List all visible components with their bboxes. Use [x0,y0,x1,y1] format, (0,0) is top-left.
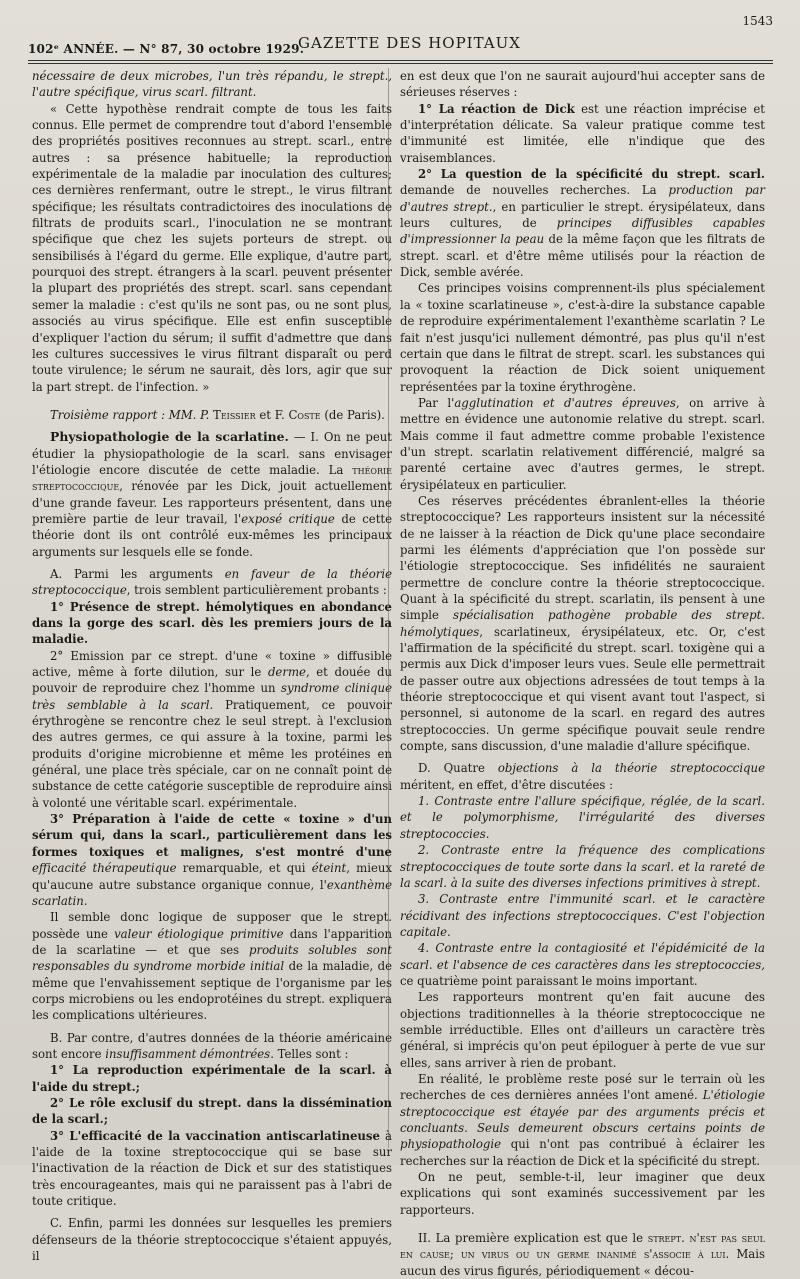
header-rule [28,60,773,61]
issue-line: 102ᵉ ANNÉE. — N° 87, 30 octobre 1929. [28,42,305,56]
text-span: D. Quatre [418,761,498,776]
list-item: 1° Présence de strept. hémolytiques en abondance dans la gorge des scarl. dès les premiers jours de la maladie. [32,599,392,647]
paragraph: Ces principes voisins comprennent-ils plus spécialement la « toxine scarlatineuse », c'est-à-dire la substance capable de reproduire expérimentalement l'exanthème scarlatin ? Le fait n'est jusqu'ici nullement démontré, pas plus qu'il n'est certain que dans le filtrat de strept. scarl. les substances qui provoquent la réaction de Dick soient uniquement représentées par la toxine érythrogène. [400,281,765,394]
text-span: , et douée du pouvoir de reproduire chez l'homme un [32,665,392,696]
text-span: de la maladie, de même que l'envahissement septique de l'organisme par les corps microbiens ou les endoprotéines du strept. expliquera les complications ultérieures. [32,959,392,1023]
text-span: Il semble donc logique de supposer que le strept. possède une [32,910,392,941]
journal-title: GAZETTE DES HOPITAUX [298,34,521,52]
text-span: , scarlatineux, érysipélateux, etc. Or, c'est l'affirmation de la spécificité du strept. scarl. toxigène qui a permis aux Dick d'imposer leurs vues. Seule elle permettrait de passer outre aux objections adressées de tout temps à la théorie streptococcique et qui visent avant tout l'aspect, si personnel, si autonome de la scarl. en regard des autres streptococcies. Un germe spécifique pouvait seule rendre compte, sans discussion, d'une maladie d'allure spécifique. [400,624,765,754]
text-span: dans l'apparition de la scarlatine — et que ses [32,926,392,957]
list-item [400,166,765,280]
text-span: en faveur de la théorie streptococcique [32,566,392,598]
text-span: insuffisamment démontrées [105,1046,271,1061]
list-item: 2. Contraste entre la fréquence des complications streptococciques de toute sorte dans la scarl. et la rareté de la scarl. à la suite des diverses infections primitives à strept. [400,843,765,890]
paragraph [400,760,765,793]
text-span: produits solubles sont responsables du syndrome morbide initial [32,942,392,974]
text-span: à l'aide de la toxine streptococcique qui se base sur l'inactivation de la réaction de Dick et sur des statistiques très encourageantes, mais qui ne paraissent pas à l'abri de toute critique. [32,1128,392,1209]
text-span: agglutination et d'autres épreuves [454,395,676,410]
author-name: Teissier [213,407,256,422]
text-span: spécialisation pathogène probable des strept. hémolytiques [400,608,765,639]
paragraph [400,493,765,755]
text-span: , en particulier le strept. érysipélateux, dans leurs cultures, de [400,199,765,231]
paragraph [32,566,392,599]
text-span: 1° La réaction de Dick [418,101,575,116]
paragraph [32,1030,392,1063]
text-span: objections à la théorie streptococcique [497,761,765,776]
paragraph: en est deux que l'on ne saurait aujourd'hui accepter sans de sérieuses réserves : [400,69,765,100]
list-item: 1° La reproduction expérimentale de la scarl. à l'aide du strept.; [32,1063,392,1094]
page-header [28,14,773,66]
list-item [400,101,765,166]
paragraph: C. Enfin, parmi les données sur lesquelles les premiers défenseurs de la théorie streptococcique s'étaient appuyés, il [32,1216,392,1264]
text-span: En réalité, le problème reste posé sur le terrain où les recherches de ces dernières années l'ont amené. [400,1071,765,1103]
text-span: de cette théorie dont ils ont contrôlé eux-mêmes les principaux arguments sur lesquels elle se fonde. [32,511,393,559]
text-span: efficacité thérapeutique [32,861,177,876]
text-span: , rénovée par les Dick, jouit actuellement d'une grande faveur. Les rapporteurs présentent, dans une première partie de leur travail, l' [32,479,392,526]
text-span: , mieux qu'aucune autre substance organique connue, l' [32,861,392,892]
paragraph [400,1071,765,1169]
paragraph: Les rapporteurs montrent qu'en fait aucune des objections traditionnelles à la théorie streptococcique ne semble irréductible. Elles ont d'ailleurs un caractère très général, si imprécis qu'on peut épiloguer à perte de vue sur elles, sans arriver à rien de probant. [400,990,765,1070]
text-span: 4. Contraste entre la contagiosité et l'épidémicité de la scarl. et l'absence de ces caractères dans les streptococcies, [400,941,765,972]
text-span: , on arrive à mettre en évidence une autonomie relative du strept. scarl. Mais comme il faut admettre comme probable l'existence d'un strept. scarlatin relativement différencié, malgré sa parenté certaine avec d'autres germes, le strept. érysipélateux en particulier. [400,395,766,492]
text-span: production par d'autres strept. [400,183,765,214]
text-span: Pratiquement, ce pouvoir érythrogène se rencontre chez le seul strept. à l'exclusion des autres germes, ce qui assure à la toxine, parmi les produits d'origine microbienne et même les protéines en général, une place très spéciale, car on ne connaît point de substance de cette catégorie susceptible de reproduire ainsi à volonté une véritable scarl. expérimentale. [32,697,392,810]
text-span: Mais aucun des virus figurés, périodiquement « décou- [400,1247,766,1278]
section-paragraph [32,429,392,560]
text-span: B. Par contre, d'autres données de la théorie américaine sont encore [32,1030,392,1061]
right-column [400,68,765,1279]
text-span: de la même façon que les filtrats de strept. scarl. et d'être même utilisés pour la réaction de Dick, semble avérée. [400,232,766,280]
text-span: ce quatrième point paraissant le moins important. [400,973,698,988]
text-span: est une réaction imprécise et d'interprétation délicate. Sa valeur pratique comme test d'immunité est limitée, elle n'indique que des vraisemblances. [400,101,766,165]
text-span: principes diffusibles capables d'impressionner la peau [400,216,765,247]
text-span: . [83,893,88,908]
list-item [400,940,765,989]
text-span: 3° L'efficacité de la vaccination antiscarlatineuse [50,1128,380,1143]
text-span: valeur étiologique primitive [114,926,284,941]
text-span: A. Parmi les arguments [50,566,225,581]
text-span: , trois semblent particulièrement probants : [126,583,387,598]
paragraph [32,909,392,1023]
author-name: Coste [288,407,321,422]
list-item: 3. Contraste entre l'immunité scarl. et le caractère récidivant des infections streptococciques. C'est l'objection capitale. [400,892,765,939]
text-span: 2° Emission par ce strept. d'une « toxine » diffusible active, même à forte dilution, sur le [32,648,392,680]
text-span: L'étiologie streptococcique est étayée par des arguments précis et concluants. Seuls demeurent obscurs certains points de physiopathologie [400,1088,765,1152]
list-item [32,811,392,909]
text-span: remarquable, et qui [176,861,312,876]
list-item: 2° Le rôle exclusif du strept. dans la dissémination de la scarl.; [32,1095,392,1127]
left-column [32,68,392,1264]
paragraph: « Cette hypothèse rendrait compte de tous les faits connus. Elle permet de comprendre tout d'abord l'ensemble des propriétés positives reconnues au strept. scarl., entre autres : sa présence habituelle; la reproduction expérimentale de la maladie par inoculation des cultures; ces dernières renfermant, outre le strept., le virus filtrant spécifique; les résultats contradictoires des inoculations de filtrats de produits scarl., l'inoculation ne se montrant spécifique que chez les sujets porteurs de strept. ou sensibilisés à l'égard du germe. Elle explique, d'autre part, pourquoi des strept. étrangers à la scarl. peuvent présenter la plupart des propriétés des strept. scarl. sans cependant semer la maladie : c'est qu'ils ne sont pas, ou ne sont plus, associés au virus spécifique. Elle est enfin susceptible d'expliquer l'action du sérum; il suffit d'admettre que dans les cultures successives le virus filtrant disparaît ou perd toute virulence; le sérum ne saurait, dès lors, agir que sur la part strept. de l'infection. » [32,101,392,394]
page-number: 1543 [742,14,773,28]
text-span: éteint [311,861,347,876]
text-span: syndrome clinique très semblable à la scarl. [32,681,392,712]
text-span: demande de nouvelles recherches. La [400,183,669,198]
report-label: Troisième rapport : MM. P. [50,407,214,422]
list-item [32,648,392,811]
text-span: qui n'ont pas contribué à éclairer les recherches sur la réaction de Dick et la spécificité du strept. [400,1137,765,1168]
text-span: derme [267,665,306,680]
text-span: . Telles sont : [270,1046,349,1061]
list-item [32,1128,392,1210]
header-rule-double [28,63,773,64]
text-span: — I. On ne peut étudier la physiopathologie de la scarl. sans envisager l'étiologie encore discutée de cette maladie. La [32,430,392,477]
text-span: exanthème scarlatin [32,877,392,908]
list-item: 1. Contraste entre l'allure spécifique, réglée, de la scarl. et le polymorphisme, l'irrégularité des diverses streptococcies. [400,794,765,841]
text-span: strept. n'est pas seul en cause; un virus ou un germe inanimé s'associe à lui. [400,1231,765,1262]
report-line [32,407,392,423]
paragraph [400,395,765,493]
section-heading: Physiopathologie de la scarlatine. [50,429,289,445]
text-span: méritent, en effet, d'être discutées : [400,777,614,792]
text-span: théorie streptococcique [32,462,392,494]
paragraph [400,1230,765,1279]
text-span: Par l' [418,395,455,410]
paragraph: nécessaire de deux microbes, l'un très répandu, le strept., l'autre spécifique, virus scarl. filtrant. [32,69,392,100]
text-span: II. La première explication est que le [418,1231,648,1246]
text-span: Ces réserves précédentes ébranlent-elles la théorie streptococcique? Les rapporteurs insistent sur la nécessité de ne laisser à la réaction de Dick qu'une place secondaire parmi les éléments d'appréciation que l'on possède sur l'étiologie streptococcique. Ses infidélités ne sauraient permettre de conclure contre la théorie streptococcique. Quant à la spécificité du strept. scarlatin, ils pensent à une simple [400,493,765,623]
text-span: 2° La question de la spécificité du strept. scarl. [418,167,765,182]
text-span: exposé critique [241,511,335,526]
text-span: (de Paris). [320,407,385,422]
text-span: et F. [255,407,289,422]
text-span: 3° Préparation à l'aide de cette « toxine » d'un sérum qui, dans la scarl., particulièrement dans les formes toxiques et malignes, s'est montré d'une [32,812,392,859]
paragraph: On ne peut, semble-t-il, leur imaginer que deux explications qui sont examinés successivement par les rapporteurs. [400,1170,765,1217]
